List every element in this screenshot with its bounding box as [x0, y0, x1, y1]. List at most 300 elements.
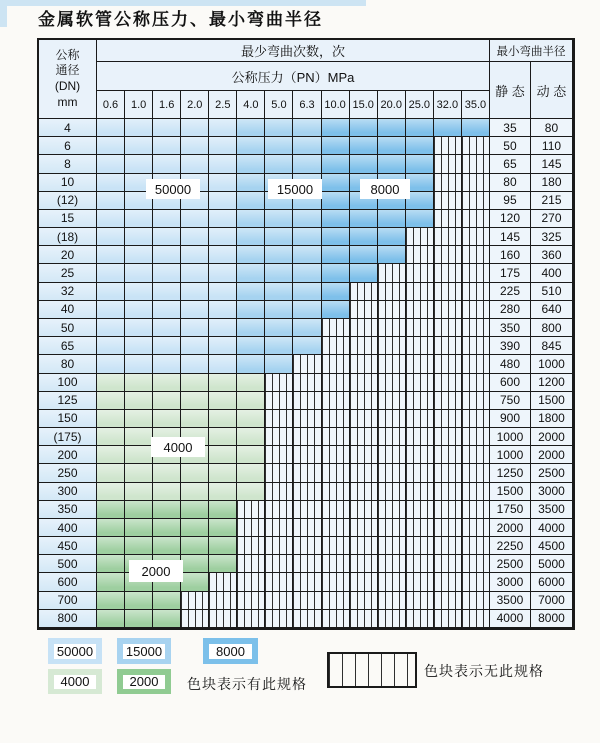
corner-header	[39, 40, 97, 119]
no-spec-cell	[434, 464, 462, 482]
static-value: 145	[490, 228, 531, 246]
no-spec-cell	[322, 537, 350, 555]
no-spec-cell	[350, 428, 378, 446]
row-label-dn: 40	[39, 301, 97, 319]
spec-cell	[153, 483, 181, 501]
dynamic-value: 110	[531, 137, 573, 155]
no-spec-cell	[350, 319, 378, 337]
spec-cell	[406, 210, 434, 228]
spec-cell	[97, 573, 125, 591]
spec-cell	[265, 319, 293, 337]
cycle-zone-label-50000: 50000	[146, 179, 200, 199]
no-spec-cell	[378, 283, 406, 301]
no-spec-cell	[434, 428, 462, 446]
spec-cell	[209, 428, 237, 446]
spec-cell	[97, 319, 125, 337]
static-value: 900	[490, 410, 531, 428]
corner-line: 公称	[55, 47, 80, 62]
row-label-dn: 25	[39, 264, 97, 282]
spec-cell	[153, 519, 181, 537]
dynamic-value: 1500	[531, 392, 573, 410]
spec-cell	[153, 246, 181, 264]
static-value: 1250	[490, 464, 531, 482]
dynamic-value: 400	[531, 264, 573, 282]
no-spec-cell	[434, 374, 462, 392]
spec-cell	[293, 155, 321, 173]
no-spec-cell	[378, 446, 406, 464]
no-spec-cell	[293, 392, 321, 410]
spec-cell	[181, 319, 209, 337]
spec-cell	[97, 155, 125, 173]
no-spec-cell	[293, 355, 321, 373]
static-value: 225	[490, 283, 531, 301]
row-label-dn: 32	[39, 283, 97, 301]
spec-cell	[265, 210, 293, 228]
legend-no-spec-swatch	[327, 652, 417, 688]
static-value: 2250	[490, 537, 531, 555]
no-spec-cell	[293, 519, 321, 537]
spec-cell	[181, 392, 209, 410]
row-label-dn: 4	[39, 119, 97, 137]
spec-cell	[181, 501, 209, 519]
row-label-dn: 700	[39, 592, 97, 610]
row-label-dn: 300	[39, 483, 97, 501]
spec-cell	[237, 374, 265, 392]
spec-cell	[125, 246, 153, 264]
spec-cell	[181, 355, 209, 373]
no-spec-cell	[406, 428, 434, 446]
spec-cell	[350, 228, 378, 246]
spec-cell	[209, 155, 237, 173]
no-spec-cell	[462, 264, 490, 282]
spec-cell	[293, 264, 321, 282]
spec-cell	[181, 301, 209, 319]
row-label-dn: 600	[39, 573, 97, 591]
no-spec-cell	[406, 573, 434, 591]
legend-has-spec-label: 色块表示有此规格	[187, 676, 307, 692]
row-label-dn: 65	[39, 337, 97, 355]
spec-cell	[125, 410, 153, 428]
no-spec-cell	[434, 410, 462, 428]
no-spec-cell	[462, 283, 490, 301]
dynamic-value: 270	[531, 210, 573, 228]
scan-corner-notch	[0, 0, 7, 27]
spec-cell	[293, 119, 321, 137]
spec-cell	[237, 192, 265, 210]
no-spec-cell	[293, 573, 321, 591]
dynamic-value: 2000	[531, 446, 573, 464]
spec-cell	[125, 446, 153, 464]
spec-cell	[125, 537, 153, 555]
no-spec-cell	[406, 228, 434, 246]
no-spec-cell	[406, 337, 434, 355]
spec-cell	[97, 483, 125, 501]
no-spec-cell	[434, 501, 462, 519]
row-label-dn: 125	[39, 392, 97, 410]
no-spec-cell	[350, 355, 378, 373]
cycle-zone-label-15000: 15000	[268, 179, 322, 199]
static-value: 350	[490, 319, 531, 337]
spec-cell	[237, 228, 265, 246]
spec-cell	[293, 319, 321, 337]
spec-cell	[153, 610, 181, 628]
no-spec-cell	[209, 573, 237, 591]
spec-cell	[181, 283, 209, 301]
dynamic-value: 80	[531, 119, 573, 137]
spec-cell	[153, 337, 181, 355]
spec-cell	[265, 119, 293, 137]
no-spec-cell	[237, 592, 265, 610]
no-spec-cell	[350, 501, 378, 519]
spec-cell	[237, 483, 265, 501]
spec-cell	[181, 155, 209, 173]
dynamic-value: 1000	[531, 355, 573, 373]
spec-cell	[378, 228, 406, 246]
static-value: 80	[490, 174, 531, 192]
no-spec-cell	[265, 464, 293, 482]
spec-cell	[97, 374, 125, 392]
row-label-dn: 400	[39, 519, 97, 537]
spec-cell	[209, 246, 237, 264]
no-spec-cell	[462, 174, 490, 192]
no-spec-cell	[434, 319, 462, 337]
spec-cell	[350, 155, 378, 173]
dynamic-value: 1800	[531, 410, 573, 428]
no-spec-cell	[462, 410, 490, 428]
spec-cell	[209, 555, 237, 573]
spec-cell	[153, 592, 181, 610]
spec-cell	[153, 283, 181, 301]
spec-cell	[265, 264, 293, 282]
no-spec-cell	[406, 246, 434, 264]
no-spec-cell	[406, 355, 434, 373]
no-spec-cell	[322, 319, 350, 337]
spec-cell	[322, 246, 350, 264]
no-spec-cell	[434, 573, 462, 591]
spec-cell	[153, 155, 181, 173]
spec-cell	[97, 210, 125, 228]
no-spec-cell	[237, 573, 265, 591]
no-spec-cell	[434, 264, 462, 282]
no-spec-cell	[350, 519, 378, 537]
static-value: 1000	[490, 428, 531, 446]
spec-cell	[125, 392, 153, 410]
static-value: 1500	[490, 483, 531, 501]
no-spec-cell	[209, 592, 237, 610]
dynamic-value: 3500	[531, 501, 573, 519]
pressure-col-header: 20.0	[378, 91, 406, 119]
dynamic-header: 动 态	[531, 62, 573, 119]
no-spec-cell	[406, 555, 434, 573]
pressure-col-header: 2.5	[209, 91, 237, 119]
no-spec-cell	[265, 410, 293, 428]
legend-no-spec-label: 色块表示无此规格	[424, 663, 544, 679]
spec-cell	[322, 192, 350, 210]
no-spec-cell	[378, 573, 406, 591]
legend-swatch-4000	[48, 669, 102, 694]
spec-cell	[209, 301, 237, 319]
no-spec-cell	[462, 573, 490, 591]
spec-cell	[237, 428, 265, 446]
no-spec-cell	[378, 264, 406, 282]
spec-cell	[209, 119, 237, 137]
spec-cell	[237, 174, 265, 192]
spec-cell	[97, 192, 125, 210]
no-spec-cell	[462, 155, 490, 173]
spec-cell	[181, 137, 209, 155]
no-spec-cell	[293, 464, 321, 482]
no-spec-cell	[322, 592, 350, 610]
static-value: 1750	[490, 501, 531, 519]
pressure-col-header: 25.0	[406, 91, 434, 119]
no-spec-cell	[265, 374, 293, 392]
no-spec-cell	[350, 283, 378, 301]
spec-cell	[97, 355, 125, 373]
spec-cell	[406, 155, 434, 173]
no-spec-cell	[350, 610, 378, 628]
row-label-dn: 800	[39, 610, 97, 628]
no-spec-cell	[350, 410, 378, 428]
spec-cell	[209, 446, 237, 464]
spec-cell	[406, 119, 434, 137]
static-header: 静 态	[490, 62, 531, 119]
dynamic-value: 4500	[531, 537, 573, 555]
legend-swatch-50000	[48, 638, 102, 664]
spec-cell	[322, 228, 350, 246]
spec-cell	[125, 464, 153, 482]
no-spec-cell	[265, 446, 293, 464]
no-spec-cell	[237, 537, 265, 555]
spec-cell	[125, 155, 153, 173]
no-spec-cell	[322, 483, 350, 501]
no-spec-cell	[378, 428, 406, 446]
legend-swatch-15000	[117, 638, 171, 664]
no-spec-cell	[265, 392, 293, 410]
spec-cell	[153, 501, 181, 519]
pressure-col-header: 4.0	[237, 91, 265, 119]
spec-cell	[237, 264, 265, 282]
spec-cell	[97, 264, 125, 282]
static-value: 390	[490, 337, 531, 355]
no-spec-cell	[237, 610, 265, 628]
no-spec-cell	[406, 283, 434, 301]
static-value: 750	[490, 392, 531, 410]
row-label-dn: 15	[39, 210, 97, 228]
dynamic-value: 1200	[531, 374, 573, 392]
spec-cell	[97, 301, 125, 319]
bend-cycles-header: 最少弯曲次数，次	[97, 40, 490, 62]
no-spec-cell	[350, 573, 378, 591]
spec-cell	[293, 137, 321, 155]
spec-cell	[265, 283, 293, 301]
no-spec-cell	[378, 592, 406, 610]
static-value: 120	[490, 210, 531, 228]
row-label-dn: 350	[39, 501, 97, 519]
static-value: 480	[490, 355, 531, 373]
no-spec-cell	[350, 446, 378, 464]
no-spec-cell	[434, 192, 462, 210]
spec-cell	[265, 337, 293, 355]
no-spec-cell	[462, 428, 490, 446]
no-spec-cell	[350, 301, 378, 319]
spec-cell	[125, 301, 153, 319]
spec-cell	[265, 228, 293, 246]
no-spec-cell	[434, 610, 462, 628]
spec-cell	[97, 410, 125, 428]
pressure-col-header: 32.0	[434, 91, 462, 119]
spec-cell	[293, 301, 321, 319]
no-spec-cell	[434, 283, 462, 301]
spec-cell	[153, 228, 181, 246]
spec-cell	[125, 355, 153, 373]
no-spec-cell	[434, 483, 462, 501]
no-spec-cell	[462, 355, 490, 373]
no-spec-cell	[293, 610, 321, 628]
no-spec-cell	[434, 301, 462, 319]
no-spec-cell	[462, 192, 490, 210]
no-spec-cell	[406, 501, 434, 519]
spec-cell	[153, 537, 181, 555]
no-spec-cell	[293, 428, 321, 446]
spec-cell	[209, 319, 237, 337]
no-spec-cell	[462, 537, 490, 555]
spec-cell	[209, 210, 237, 228]
no-spec-cell	[322, 337, 350, 355]
no-spec-cell	[434, 210, 462, 228]
no-spec-cell	[209, 610, 237, 628]
dynamic-value: 845	[531, 337, 573, 355]
pressure-col-header: 5.0	[265, 91, 293, 119]
no-spec-cell	[265, 519, 293, 537]
pressure-col-header: 0.6	[97, 91, 125, 119]
no-spec-cell	[462, 464, 490, 482]
no-spec-cell	[378, 483, 406, 501]
no-spec-cell	[406, 537, 434, 555]
spec-cell	[153, 301, 181, 319]
spec-cell	[181, 119, 209, 137]
no-spec-cell	[322, 573, 350, 591]
no-spec-cell	[434, 355, 462, 373]
no-spec-cell	[181, 610, 209, 628]
spec-cell	[237, 392, 265, 410]
no-spec-cell	[293, 501, 321, 519]
dynamic-value: 145	[531, 155, 573, 173]
spec-cell	[97, 119, 125, 137]
no-spec-cell	[462, 319, 490, 337]
spec-cell	[125, 319, 153, 337]
static-value: 2500	[490, 555, 531, 573]
no-spec-cell	[322, 519, 350, 537]
row-label-dn: 50	[39, 319, 97, 337]
no-spec-cell	[406, 519, 434, 537]
spec-cell	[181, 374, 209, 392]
no-spec-cell	[322, 446, 350, 464]
legend-swatch-value: 50000	[54, 644, 96, 659]
spec-cell	[97, 428, 125, 446]
spec-cell	[209, 355, 237, 373]
cycle-zone-label-8000: 8000	[360, 179, 410, 199]
no-spec-cell	[434, 446, 462, 464]
spec-cell	[125, 592, 153, 610]
cycle-zone-label-4000: 4000	[151, 437, 205, 457]
spec-cell	[350, 246, 378, 264]
spec-cell	[237, 137, 265, 155]
spec-cell	[97, 392, 125, 410]
spec-cell	[322, 264, 350, 282]
no-spec-cell	[406, 410, 434, 428]
no-spec-cell	[434, 337, 462, 355]
no-spec-cell	[293, 555, 321, 573]
static-value: 2000	[490, 519, 531, 537]
spec-cell	[209, 392, 237, 410]
no-spec-cell	[350, 392, 378, 410]
static-value: 1000	[490, 446, 531, 464]
dynamic-value: 2500	[531, 464, 573, 482]
no-spec-cell	[322, 410, 350, 428]
no-spec-cell	[406, 464, 434, 482]
row-label-dn: (18)	[39, 228, 97, 246]
spec-cell	[209, 228, 237, 246]
spec-cell	[181, 410, 209, 428]
spec-cell	[181, 337, 209, 355]
dynamic-value: 180	[531, 174, 573, 192]
spec-cell	[153, 137, 181, 155]
no-spec-cell	[265, 573, 293, 591]
dynamic-value: 3000	[531, 483, 573, 501]
spec-cell	[181, 464, 209, 482]
no-spec-cell	[434, 537, 462, 555]
spec-cell	[125, 210, 153, 228]
spec-cell	[181, 555, 209, 573]
spec-cell	[293, 246, 321, 264]
dynamic-value: 7000	[531, 592, 573, 610]
no-spec-cell	[378, 537, 406, 555]
spec-cell	[378, 119, 406, 137]
spec-cell	[181, 519, 209, 537]
dynamic-value: 4000	[531, 519, 573, 537]
spec-cell	[125, 119, 153, 137]
no-spec-cell	[462, 210, 490, 228]
no-spec-cell	[237, 555, 265, 573]
spec-cell	[209, 410, 237, 428]
no-spec-cell	[378, 337, 406, 355]
spec-cell	[350, 264, 378, 282]
row-label-dn: 450	[39, 537, 97, 555]
legend-swatch-value: 4000	[54, 675, 96, 689]
pressure-col-header: 35.0	[462, 91, 490, 119]
spec-cell	[97, 464, 125, 482]
cycle-zone-label-2000: 2000	[129, 560, 183, 582]
dynamic-value: 215	[531, 192, 573, 210]
row-label-dn: 10	[39, 174, 97, 192]
spec-cell	[350, 119, 378, 137]
no-spec-cell	[378, 519, 406, 537]
row-label-dn: 500	[39, 555, 97, 573]
spec-cell	[153, 119, 181, 137]
dynamic-value: 800	[531, 319, 573, 337]
spec-cell	[125, 264, 153, 282]
spec-cell	[237, 410, 265, 428]
static-value: 3000	[490, 573, 531, 591]
spec-cell	[322, 301, 350, 319]
static-value: 160	[490, 246, 531, 264]
dynamic-value: 510	[531, 283, 573, 301]
spec-cell	[237, 119, 265, 137]
spec-cell	[97, 174, 125, 192]
spec-cell	[209, 519, 237, 537]
spec-cell	[97, 555, 125, 573]
no-spec-cell	[322, 610, 350, 628]
